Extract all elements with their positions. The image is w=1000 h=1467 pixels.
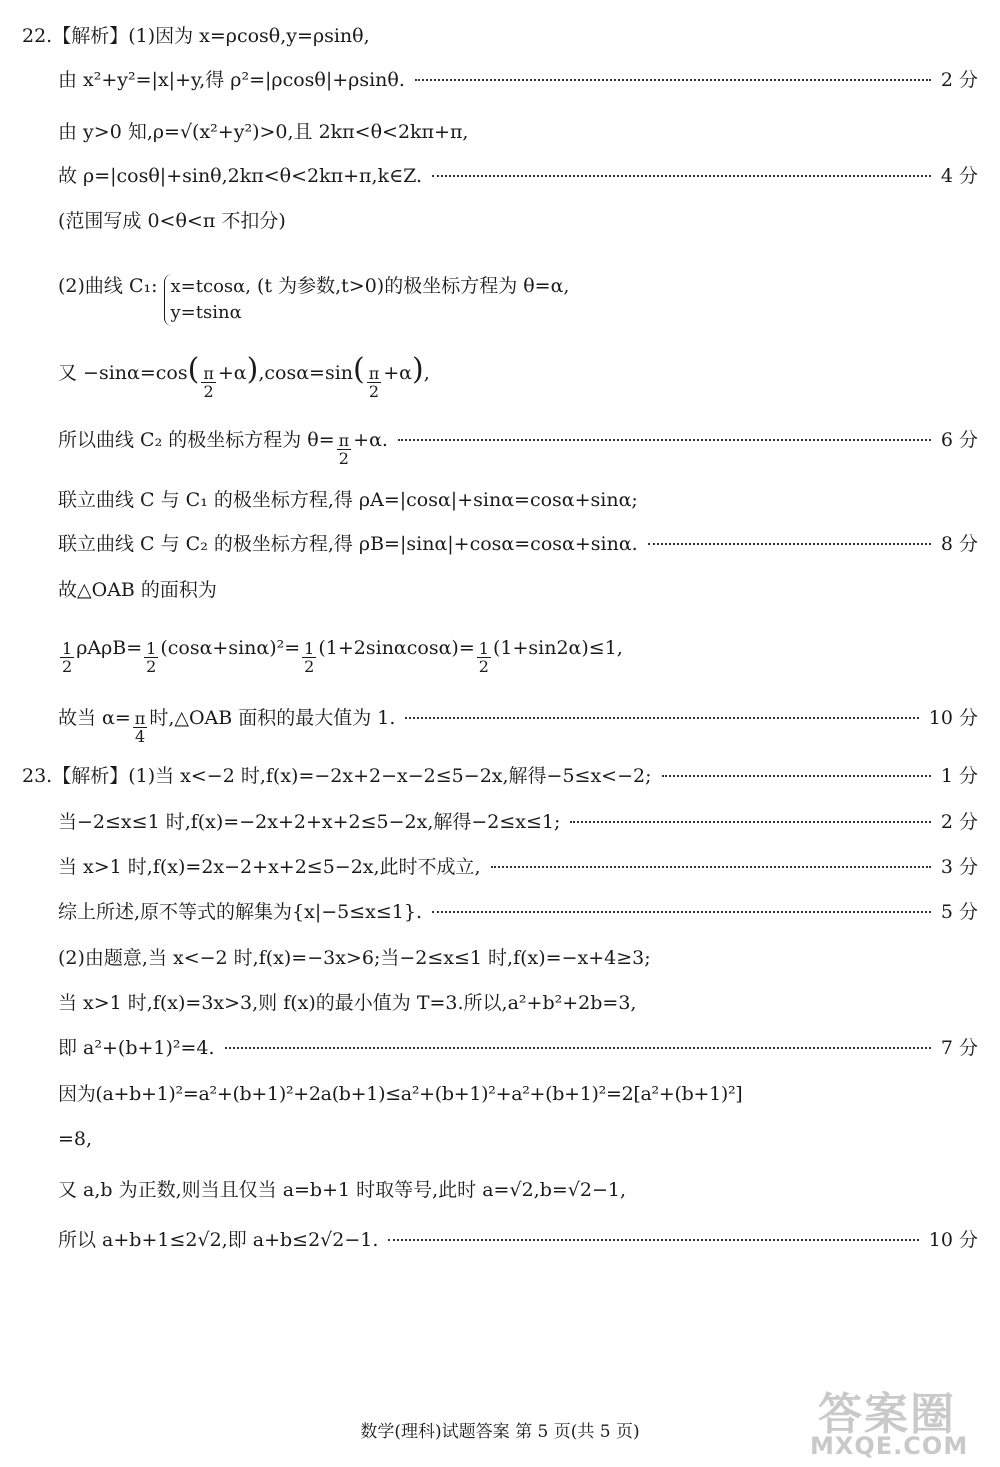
score: 3 分 (940, 856, 978, 878)
score: 7 分 (940, 1037, 978, 1059)
score: 4 分 (940, 165, 978, 187)
fraction: $\frac{1}{2}$ (478, 639, 489, 676)
score: 10 分 (928, 1229, 978, 1251)
fraction: $\frac{\pi}{4}$ (134, 709, 146, 746)
q22-line-2: 由 x²+y²=|x|+y,得 ρ²=|ρcosθ|+ρsinθ. 2 分 (58, 66, 978, 94)
q23-line-3: 当 x>1 时,f(x)=2x−2+x+2≤5−2x,此时不成立, 3 分 (58, 853, 978, 881)
q23-line-9: =8, (58, 1128, 93, 1150)
fraction: $\frac{\pi}{2}$ (368, 364, 380, 401)
fraction: $\frac{1}{2}$ (146, 639, 157, 676)
watermark-url: MXQE.COM (810, 1432, 969, 1460)
leader-dots (415, 78, 931, 81)
leader-dots (398, 438, 931, 441)
q22-line-12: $\frac{1}{2}$ ρAρB= $\frac{1}{2}$ (cosα+sinα)²= $\frac{1}{2}$ (1+2sinαcosα)= $\frac{1}{2}$ (1+sin2α)≤1, (62, 637, 623, 676)
leader-dots (405, 716, 918, 719)
page-footer: 数学(理科)试题答案 第 5 页(共 5 页) (360, 1422, 640, 1442)
q23-line-7: 即 a²+(b+1)²=4. 7 分 (58, 1034, 978, 1062)
q22-line-8: 所以曲线 C₂ 的极坐标方程为 θ= $\frac{\pi}{2}$ +α. 6 分 (58, 426, 978, 467)
score: 10 分 (928, 707, 978, 729)
fraction: $\frac{1}{2}$ (62, 639, 73, 676)
leader-dots (491, 865, 931, 868)
q23-line-2: 当−2≤x≤1 时,f(x)=−2x+2+x+2≤5−2x,解得−2≤x≤1; 2 分 (58, 808, 978, 836)
leader-dots (648, 542, 931, 545)
q22-line-9: 联立曲线 C 与 C₁ 的极坐标方程,得 ρA=|cosα|+sinα=cosα+sinα; (58, 489, 638, 511)
q22-line-3: 由 y>0 知,ρ=√(x²+y²)>0,且 2kπ<θ<2kπ+π, (58, 121, 469, 143)
q22-line-5: (范围写成 0<θ<π 不扣分) (58, 210, 286, 232)
leader-dots (570, 820, 930, 823)
q22-line-11: 故△OAB 的面积为 (58, 579, 217, 601)
param-system: x=tcosα, y=tsinα (164, 274, 252, 326)
q22-line-10: 联立曲线 C 与 C₂ 的极坐标方程,得 ρB=|sinα|+cosα=cosα+sinα. 8 分 (58, 530, 978, 558)
score: 2 分 (940, 811, 978, 833)
q22-line-4: 故 ρ=|cosθ|+sinθ,2kπ<θ<2kπ+π,k∈Z. 4 分 (58, 162, 978, 190)
q23-line-8: 因为(a+b+1)²=a²+(b+1)²+2a(b+1)≤a²+(b+1)²+a²+(b+1)²=2[a²+(b+1)²] (58, 1083, 743, 1105)
score: 1 分 (940, 765, 978, 787)
leader-dots (432, 910, 931, 913)
leader-dots (432, 174, 931, 177)
watermark (800, 1378, 990, 1464)
q22-line-6: (2)曲线 C₁: x=tcosα, y=tsinα (t 为参数,t>0)的极坐标方程为 θ=α, (58, 272, 978, 326)
leader-dots (662, 774, 931, 777)
q22-line-1: 22.【解析】(1)因为 x=ρcosθ,y=ρsinθ, (22, 25, 370, 47)
fraction: $\frac{\pi}{2}$ (203, 364, 214, 401)
leader-dots (225, 1046, 931, 1049)
q23-line-5: (2)由题意,当 x<−2 时,f(x)=−3x>6;当−2≤x≤1 时,f(x)=−x+4≥3; (58, 947, 651, 969)
leader-dots (388, 1238, 918, 1241)
score: 8 分 (940, 533, 978, 555)
q23-line-4: 综上所述,原不等式的解集为{x|−5≤x≤1}. 5 分 (58, 898, 978, 926)
q23-line-1: 23.【解析】(1)当 x<−2 时,f(x)=−2x+2−x−2≤5−2x,解得−5≤x<−2; 1 分 (22, 762, 978, 790)
q22-line-7: 又 −sinα=cos ( $\frac{\pi}{2}$ +α ) ,cosα=sin ( $\frac{\pi}{2}$ +α ) , (58, 352, 430, 401)
score: 5 分 (940, 901, 978, 923)
fraction: $\frac{1}{2}$ (304, 639, 315, 676)
q22-line-13: 故当 α= $\frac{\pi}{4}$ 时,△OAB 面积的最大值为 1. 10 分 (58, 704, 978, 745)
watermark-logo: 答案圈 (818, 1389, 956, 1440)
q23-line-10: 又 a,b 为正数,则当且仅当 a=b+1 时取等号,此时 a=√2,b=√2−1, (58, 1179, 627, 1201)
q23-line-6: 当 x>1 时,f(x)=3x>3,则 f(x)的最小值为 T=3.所以,a²+b²+2b=3, (58, 992, 637, 1014)
q23-line-11: 所以 a+b+1≤2√2,即 a+b≤2√2−1. 10 分 (58, 1226, 978, 1254)
score: 6 分 (940, 429, 978, 451)
fraction: $\frac{\pi}{2}$ (338, 431, 350, 468)
score: 2 分 (940, 69, 978, 91)
